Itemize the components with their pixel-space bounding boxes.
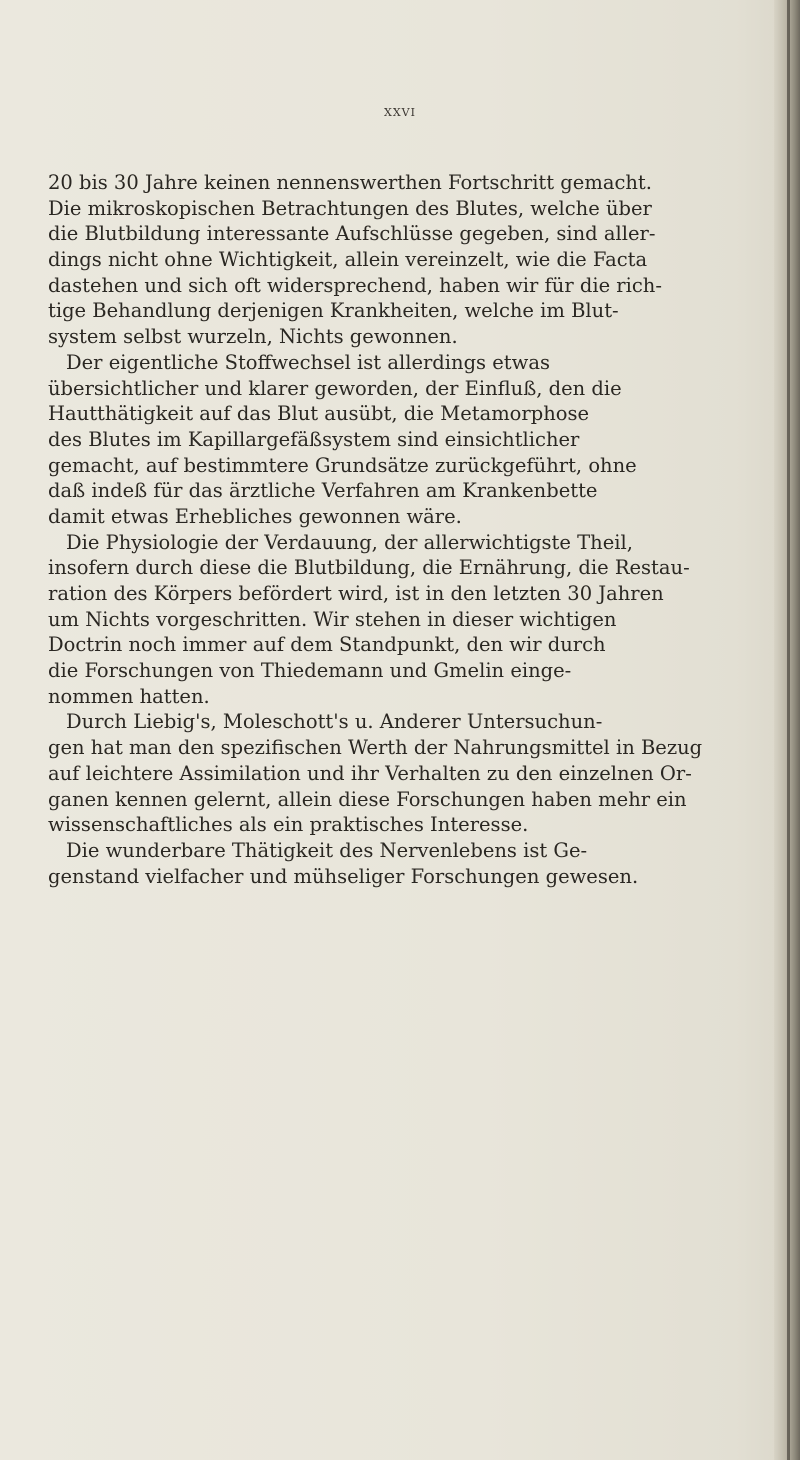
- text-line: wissenschaftliches als ein praktisches Interesse.: [48, 813, 529, 837]
- text-line: ration des Körpers befördert wird, ist in den letzten 30 Jahren: [48, 582, 664, 605]
- text-line: Die Physiologie der Verdauung, der allerwichtigste Theil,: [66, 530, 633, 554]
- text-line: daß indeß für das ärztliche Verfahren am Krankenbette: [48, 479, 598, 503]
- text-line: ganen kennen gelernt, allein diese Forschungen haben mehr ein: [48, 787, 687, 811]
- text-line: nommen hatten.: [48, 684, 210, 708]
- text-line: Durch Liebig's, Moleschott's u. Anderer Untersuchun-: [66, 710, 603, 734]
- text-line: des Blutes im Kapillargefäßsystem sind einsichtlicher: [48, 427, 580, 451]
- text-line: Hautthätigkeit auf das Blut ausübt, die Metamorphose: [48, 402, 590, 426]
- text-line: Doctrin noch immer auf dem Standpunkt, den wir durch: [48, 633, 606, 657]
- page-number: XXVI: [384, 106, 416, 119]
- text-line: die Blutbildung interessante Aufschlüsse gegeben, sind aller-: [48, 222, 656, 246]
- text-line: auf leichtere Assimilation und ihr Verhalten zu den einzelnen Or-: [48, 761, 692, 785]
- text-line: dastehen und sich oft widersprechend, haben wir für die rich-: [48, 273, 662, 297]
- text-line: Der eigentliche Stoffwechsel ist allerdings etwas: [66, 350, 550, 374]
- text-line: tige Behandlung derjenigen Krankheiten, welche im Blut-: [48, 299, 619, 323]
- text-line: dings nicht ohne Wichtigkeit, allein vereinzelt, wie die Facta: [48, 248, 648, 272]
- text-line: damit etwas Erhebliches gewonnen wäre.: [48, 504, 462, 528]
- text-line: um Nichts vorgeschritten. Wir stehen in dieser wichtigen: [48, 607, 617, 631]
- text-line: 20 bis 30 Jahre keinen nennenswerthen Fortschritt gemacht.: [48, 171, 652, 194]
- body-text: [48, 170, 768, 889]
- text-line: übersichtlicher und klarer geworden, der Einfluß, den die: [48, 376, 622, 400]
- text-line: Die mikroskopischen Betrachtungen des Blutes, welche über: [48, 196, 652, 220]
- text-line: Die wunderbare Thätigkeit des Nervenlebens ist Ge-: [66, 838, 588, 862]
- text-line: die Forschungen von Thiedemann und Gmelin einge-: [48, 659, 572, 683]
- binding-shadow: [787, 0, 790, 1460]
- text-line: insofern durch diese die Blutbildung, die Ernährung, die Restau-: [48, 556, 690, 580]
- text-line: system selbst wurzeln, Nichts gewonnen.: [48, 325, 458, 349]
- text-line: gemacht, auf bestimmtere Grundsätze zurückgeführt, ohne: [48, 453, 637, 477]
- text-line: genstand vielfacher und mühseliger Forschungen gewesen.: [48, 864, 639, 888]
- text-line: gen hat man den spezifischen Werth der Nahrungsmittel in Bezug: [48, 736, 703, 760]
